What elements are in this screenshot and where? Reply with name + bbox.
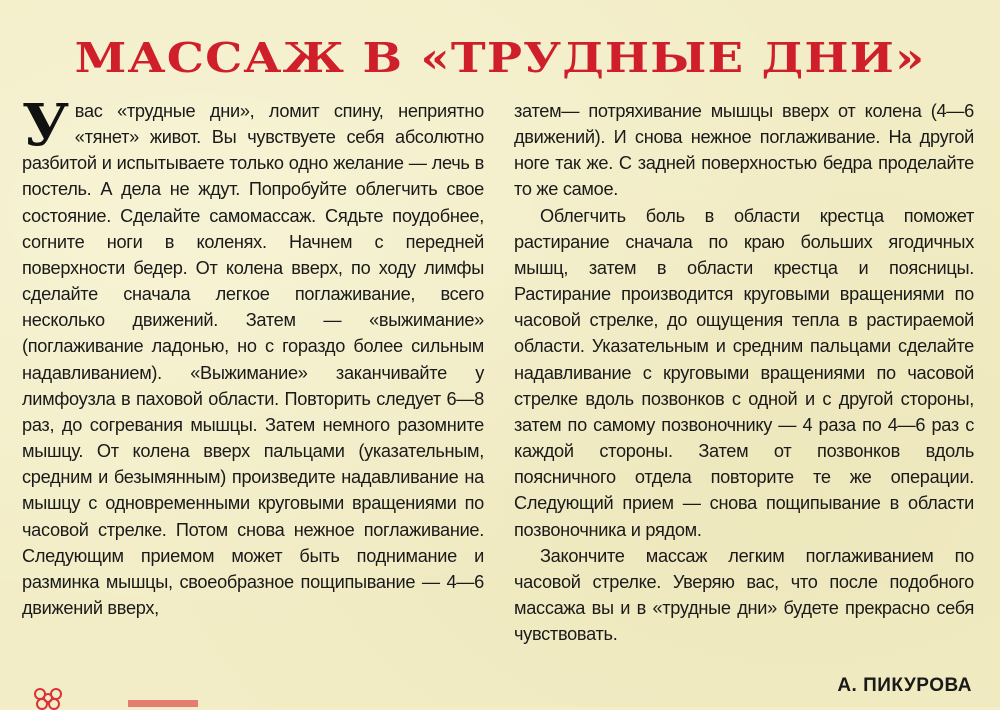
next-article-header-fragment [128,700,198,707]
right-paragraph-2: Облегчить боль в области крестца поможет растирание сначала по краю больших ягодичных мышц, затем в области крестца и поясницы. Растирание производится круговыми вращениями по часовой стрелке, до ощущения тепла в растираемой области. Указательным и средним пальцами сделайте надавливание с круговыми вращениями по часовой стрелке вдоль позвонков с одной и с другой стороны, затем по самому позвоночнику — 4 раза по 4—6 раз с каждой стороны. Затем от позвонков вдоль поясничного отдела повторите те же операции. Следующий прием — снова пощипывание в области позвоночника и рядом. [514,205,974,540]
drop-cap: У [22,91,69,159]
right-column [514,98,974,647]
left-paragraph-1: вас «трудные дни», ломит спину, неприятно «тянет» живот. Вы чувствуете себя абсолютно разбитой и испытываете только одно желание — лечь в постель. А дела не ждут. Попробуйте облегчить свое состояние. Сделайте самомассаж. Сядьте поудобнее, согните ноги в коленях. Начнем с передней поверхности бедер. От колена вверх, по ходу лимфы сделайте сначала легкое поглаживание, всего несколько движений. Затем — «выжимание» (поглаживание ладонью, но с гораздо более сильным надавливанием). «Выжимание» заканчивайте у лимфоузла в паховой области. Повторить следует 6—8 раз, до согревания мышцы. Затем немного разомните мышцу. От колена вверх пальцами (указательным, средним и безымянным) произведите надавливание на мышцу с одновременными круговыми вращениями по часовой стрелке. Потом снова нежное поглаживание. Следующим приемом может быть поднимание и разминка мышцы, своеобразное пощипывание — 4—6 движений вверх, [22,101,484,618]
flower-ornament-icon [30,684,66,710]
right-paragraph-1: затем— потряхивание мышцы вверх от колена (4—6 движений). И снова нежное поглаживание. На другой ноге так же. С задней поверхностью бедра проделайте то же самое. [514,101,974,200]
left-column [22,91,484,621]
author-signature: А. ПИКУРОВА [837,675,972,696]
right-paragraph-3: Закончите массаж легким поглаживанием по часовой стрелке. Уверяю вас, что после подобного массажа вы и в «трудные дни» будете прекрасно себя чувствовать. [514,545,974,645]
article-title: МАССАЖ В «ТРУДНЫЕ ДНИ» [74,34,926,82]
